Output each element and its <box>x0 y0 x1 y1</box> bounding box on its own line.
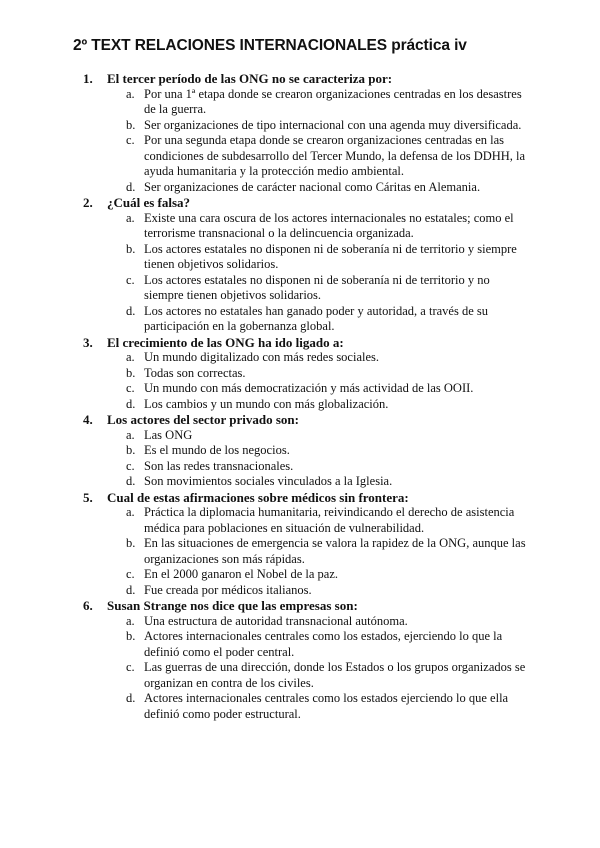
question-item <box>0 71 600 195</box>
option-letter: b. <box>126 443 136 457</box>
answer-option <box>107 133 530 180</box>
option-letter: b. <box>126 629 136 643</box>
option-text: En el 2000 ganaron el Nobel de la paz. <box>144 567 339 581</box>
option-letter: a. <box>126 210 135 225</box>
option-text: Un mundo con más democratización y más actividad de las OOII. <box>144 381 474 395</box>
question-text: ¿Cuál es falsa? <box>107 195 191 210</box>
option-letter: a. <box>126 86 135 101</box>
option-text: Por una 1ª etapa donde se crearon organizaciones centradas en los desastres de la guerra. <box>144 86 522 116</box>
option-text: Fue creada por médicos italianos. <box>144 582 312 597</box>
option-text: Ser organizaciones de tipo internacional con una agenda muy diversificada. <box>144 117 522 132</box>
answer-option <box>107 536 530 567</box>
question-number: 3. <box>83 334 93 350</box>
answer-option <box>107 366 530 382</box>
answer-option <box>107 614 530 630</box>
option-letter: c. <box>126 381 135 395</box>
option-text: Son movimientos sociales vinculados a la Iglesia. <box>144 474 393 488</box>
answer-option <box>107 211 530 242</box>
question-text: El crecimiento de las ONG ha ido ligado a: <box>107 334 344 350</box>
answer-option <box>107 567 530 583</box>
option-letter: a. <box>126 350 135 364</box>
question-item <box>0 335 600 413</box>
option-text: Por una segunda etapa donde se crearon organizaciones centradas en las condiciones de subdesarrollo del Tercer Mundo, la defensa de los DDHH, la ayuda humanitaria y la protección medio ambiental. <box>144 133 526 178</box>
question-item <box>0 598 600 722</box>
option-letter: c. <box>126 660 135 674</box>
answer-option <box>107 474 530 490</box>
option-text: Es el mundo de los negocios. <box>144 443 290 457</box>
question-item <box>0 490 600 599</box>
option-text: Existe una cara oscura de los actores internacionales no estatales; como el terrorisme transnacional o la delincuencia organizada. <box>144 210 514 240</box>
option-letter: c. <box>126 567 135 581</box>
option-text: Práctica la diplomacia humanitaria, reivindicando el derecho de asistencia médica para poblaciones en situación de vulnerabilidad. <box>144 505 515 535</box>
answer-option <box>107 180 530 196</box>
question-number: 4. <box>83 412 93 427</box>
answer-option <box>107 304 530 335</box>
option-text: Son las redes transnacionales. <box>144 458 294 473</box>
answer-option <box>107 443 530 459</box>
answer-option <box>107 397 530 413</box>
question-text: Cual de estas afirmaciones sobre médicos sin frontera: <box>107 489 409 505</box>
option-letter: d. <box>126 474 136 488</box>
option-list <box>107 505 530 598</box>
option-letter: a. <box>126 613 135 628</box>
option-text: Una estructura de autoridad transnacional autónoma. <box>144 613 408 628</box>
option-letter: c. <box>126 133 135 147</box>
option-text: Las ONG <box>144 427 193 442</box>
answer-option <box>107 118 530 134</box>
answer-option <box>107 273 530 304</box>
answer-option <box>107 583 530 599</box>
answer-option <box>107 428 530 444</box>
option-list <box>107 211 530 335</box>
option-text: Actores internacionales centrales como los estados ejerciendo lo que ella definió como poder estructural. <box>144 691 509 721</box>
option-letter: c. <box>126 272 135 287</box>
option-letter: d. <box>126 303 136 318</box>
question-text: El tercer período de las ONG no se caracteriza por: <box>107 71 393 86</box>
option-letter: d. <box>126 691 136 705</box>
answer-option <box>107 459 530 475</box>
answer-option <box>107 660 530 691</box>
option-text: Los actores no estatales han ganado poder y autoridad, a través de su participación en la gobernanza global. <box>144 303 488 333</box>
option-text: Los actores estatales no disponen ni de soberanía ni de territorio y no siempre tienen objetivos solidarios. <box>144 272 490 302</box>
option-text: Las guerras de una dirección, donde los Estados o los grupos organizados se organizan en contra de los civiles. <box>144 660 526 690</box>
option-letter: a. <box>126 505 135 519</box>
option-list <box>107 350 530 412</box>
question-list <box>0 71 600 722</box>
option-letter: b. <box>126 241 136 256</box>
option-letter: c. <box>126 458 135 473</box>
question-item <box>0 195 600 335</box>
question-text: Los actores del sector privado son: <box>107 412 299 427</box>
option-letter: d. <box>126 582 136 597</box>
question-number: 2. <box>83 195 93 210</box>
option-text: Un mundo digitalizado con más redes sociales. <box>144 350 380 364</box>
option-letter: b. <box>126 117 136 132</box>
question-item <box>0 412 600 490</box>
answer-option <box>107 381 530 397</box>
option-letter: b. <box>126 365 136 380</box>
option-letter: a. <box>126 427 135 442</box>
answer-option <box>107 87 530 118</box>
option-text: Los cambios y un mundo con más globalización. <box>144 396 389 411</box>
answer-option <box>107 629 530 660</box>
option-letter: d. <box>126 396 136 411</box>
answer-option <box>107 350 530 366</box>
question-number: 6. <box>83 598 93 613</box>
option-text: Los actores estatales no disponen ni de soberanía ni de territorio y siempre tienen objetivos solidarios. <box>144 241 517 271</box>
option-letter: b. <box>126 536 136 550</box>
answer-option <box>107 242 530 273</box>
question-number: 1. <box>83 71 93 86</box>
option-letter: d. <box>126 179 136 194</box>
option-list <box>107 614 530 723</box>
question-number: 5. <box>83 489 93 505</box>
question-text: Susan Strange nos dice que las empresas son: <box>107 598 358 613</box>
option-list <box>107 87 530 196</box>
option-list <box>107 428 530 490</box>
option-text: Actores internacionales centrales como los estados, ejerciendo lo que la definió como el poder central. <box>144 629 503 659</box>
option-text: En las situaciones de emergencia se valora la rapidez de la ONG, aunque las organizaciones son más rápidas. <box>144 536 526 566</box>
answer-option <box>107 505 530 536</box>
answer-option <box>107 691 530 722</box>
option-text: Todas son correctas. <box>144 365 246 380</box>
document-title: 2º TEXT RELACIONES INTERNACIONALES práctica iv <box>73 37 467 54</box>
option-text: Ser organizaciones de carácter nacional como Cáritas en Alemania. <box>144 179 481 194</box>
